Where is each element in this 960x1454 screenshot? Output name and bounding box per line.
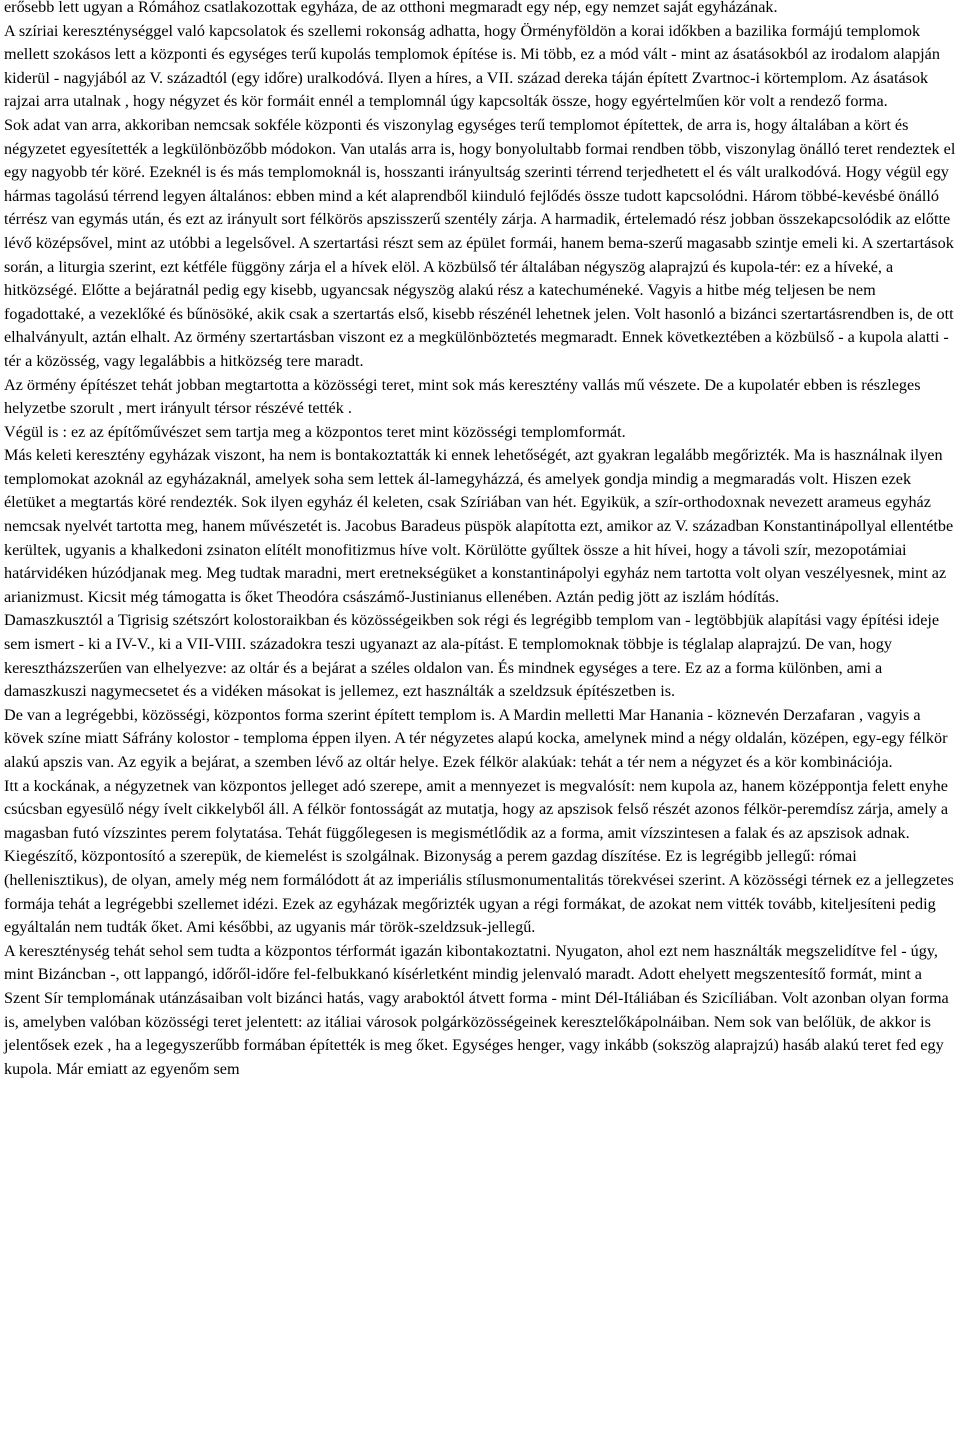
paragraph: A szíriai kereszténységgel való kapcsolatok és szellemi rokonság adhatta, hogy Örményföldön a korai időkben a bazilika formájú templomok mellett szokásos lett a központi és egységes terű kupolás templomok építése is. Mi több, ez a mód vált - mint az ásatásokból az irodalom alapján kiderül - nagyjából az V. századtól (egy időre) uralkodóvá. Ilyen a híres, a VII. század dereka táján épített Zvartnoc-i körtemplom. Az ásatások rajzai arra utalnak , hogy négyzet és kör formáit ennél a templomnál úgy kapcsolták össze, hogy egyértelműen kör volt a rendező forma.	[4, 21, 940, 111]
paragraph: Más keleti keresztény egyházak viszont, ha nem is bontakoztatták ki ennek lehetőségét, azt gyakran legalább megőrizték. Ma is használnak ilyen templomokat azoknál az egyházaknál, amelyek soha sem lettek ál-lamegyházzá, és amelyek gondja mindig a megmaradás volt. Hiszen ezek életüket a megtartás köré rendezték. Sok ilyen egyház él keleten, csak Szíriában van hét. Egyikük, a szír-orthodoxnak nevezett arameus egyház nemcsak nyelvét tartotta meg, hanem művészetét is. Jacobus Baradeus püspök alapította ezt, amikor az V. században Konstantinápollyal ellentétbe kerültek, ugyanis a khalkedoni zsinaton elítélt monofitizmus híve volt. Körülötte gyűltek össze a hit hívei, hogy a távoli szír, mezopotámiai határvidéken húzódjanak meg. Meg tudtak maradni, mert eretnekségüket a konstantinápolyi egyház nem tartotta volt olyan veszélyesnek, mint az arianizmust. Kicsit még támogatta is őket Theodóra császámő-Justinianus ellenében. Aztán pedig jött az iszlám hódítás.	[4, 446, 954, 606]
paragraph: Sok adat van arra, akkoriban nemcsak sokféle központi és viszonylag egységes terű templomot építettek, de arra is, hogy általában a kört és négyzetet egyesítették a legkülönbözőbb módokon. Van utalás arra is, hogy bonyolultabb formai rendben több, viszonylag önálló teret rendeztek el egy nagyobb tér köré. Ezeknél is és más templomoknál is, hosszanti irányultság szerinti térrend terjedhetett el és vált uralkodóvá. Hogy végül egy hármas tagolású térrend legyen általános: ebben mind a két alaprendből kiinduló fejlődés össze tudott kapcsolódni. Három többé-kevésbé önálló térrész van egymás után, és ezt az irányult sort félkörös apszisszerű szentély zárja. A harmadik, értelemadó rész jobban összekapcsolódik az előtte lévő középsővel, mint az utóbbi a legelsővel. A szertartási részt sem az épület formái, hanem bema-szerű magasabb szintje emeli ki. A szertartások során, a liturgia szerint, ezt kétféle függöny zárja el a hívek elöl. A közbülső tér általában négyszög alaprajzú és kupola-tér: ez a híveké, a hitközségé. Előtte a bejáratnál pedig egy kisebb, ugyancsak négyszög alakú rész a katechuméneké. Vagyis a hitbe még teljesen be nem fogadottaké, a vezeklőké és bűnösöké, akik csak a szertartás első, kisebb részénél lehetnek jelen. Volt hasonló a bizánci szertartásrendben is, de ott elhalványult, aztán elhalt. Az örmény szertartásban viszont ez a megkülönböztetés megmaradt. Ennek következtében a közbülső - a kupola alatti - tér a közösség, vagy legalábbis a hitközség tere maradt.	[4, 115, 956, 370]
paragraph: De van a legrégebbi, közösségi, központos forma szerint épített templom is. A Mardin melletti Mar Hanania - köznevén Derzafaran , vagyis a kövek színe miatt Sáfrány kolostor - temploma éppen ilyen. A tér négyzetes alapú kocka, amelynek mind a négy oldalán, középen, egy-egy félkör alakú apszis van. Az egyik a bejárat, a szemben lévő az oltár helye. Ezek félkör alakúak: tehát a tér nem a négyzet és a kör kombinációja.	[4, 705, 948, 771]
paragraph: Damaszkusztól a Tigrisig szétszórt kolostoraikban és közösségeikben sok régi és legrégibb templom van - legtöbbjük alapítási vagy építési ideje sem ismert - ki a IV-V., ki a VII-VIII. századokra teszi ugyanazt az ala-pítást. E templomoknak többje is téglalap alaprajzú. De van, hogy keresztházszerűen van elhelyezve: az oltár és a bejárat a széles oldalon van. És mindnek egységes a tere. Ez az a forma különben, ami a damaszkuszi nagymecsetet és a vidéken másokat is jellemez, ezt használták a szeldzsuk építészetben is.	[4, 611, 940, 701]
paragraph: erősebb lett ugyan a Rómához csatlakozottak egyháza, de az otthoni megmaradt egy nép, egy nemzet saját egyházának.	[4, 0, 778, 16]
paragraph: Itt a kockának, a négyzetnek van központos jelleget adó szerepe, amit a mennyezet is megvalósít: nem kupola az, hanem középpontja felett enyhe csúcsban egyesülő négy ívelt cikkelyből áll. A félkör fontosságát az mutatja, hogy az apszisok felső részét azonos félkör-peremdísz zárja, amely a magasban futó vízszintes perem folytatása. Tehát függőlegesen is megismétlődik az a forma, amit vízszintesen a falak és az apszisok adnak. Kiegészítő, központosító a szerepük, de kiemelést is szolgálnak. Bizonyság a perem gazdag díszítése. Ez is legrégibb jellegű: római (hellenisztikus), de olyan, amely még nem formálódott át az imperiális stílusmonumentalitás törekvései szerint. A közösségi térnek ez a jellegzetes formája tehát a legrégebbi szellemet idézi. Ezek az egyházak megőrizték ugyan a régi formákat, de azokat nem vitték tovább, kiteljesíteni pedig egyáltalán nem tudták őket. Ami későbbi, az ugyanis már török-szeldzsuk-jellegű.	[4, 776, 954, 937]
document-page	[4, 0, 956, 1081]
paragraph: A kereszténység tehát sehol sem tudta a központos térformát igazán kibontakoztatni. Nyugaton, ahol ezt nem használták megszelidítve fel - úgy, mint Bizáncban -, ott lappangó, időről-időre fel-felbukkanó kísérletként mindig jelenvaló maradt. Adott ehelyett megszentesítő formát, mint a Szent Sír templomának utánzásaiban volt bizánci hatás, vagy araboktól átvett forma - mint Dél-Itáliában és Szicíliában. Volt azonban olyan forma is, amelyben valóban közösségi teret jelentett: az itáliai városok polgárközösségeinek keresztelőkápolnáiban. Nem sok van belőlük, de akkor is jelentősek ezek , ha a legegyszerűbb formában építették is meg őket. Egységes henger, vagy inkább (sokszög alaprajzú) hasáb alakú teret fed egy kupola. Már emiatt az egyenőm sem	[4, 941, 949, 1078]
paragraph: Végül is : ez az építőművészet sem tartja meg a központos teret mint közösségi templomformát.	[4, 422, 626, 441]
paragraph: Az örmény építészet tehát jobban megtartotta a közösségi teret, mint sok más keresztény vallás mű vészete. De a kupolatér ebben is részleges helyzetbe szorult , mert irányult térsor részévé tették .	[4, 375, 921, 418]
